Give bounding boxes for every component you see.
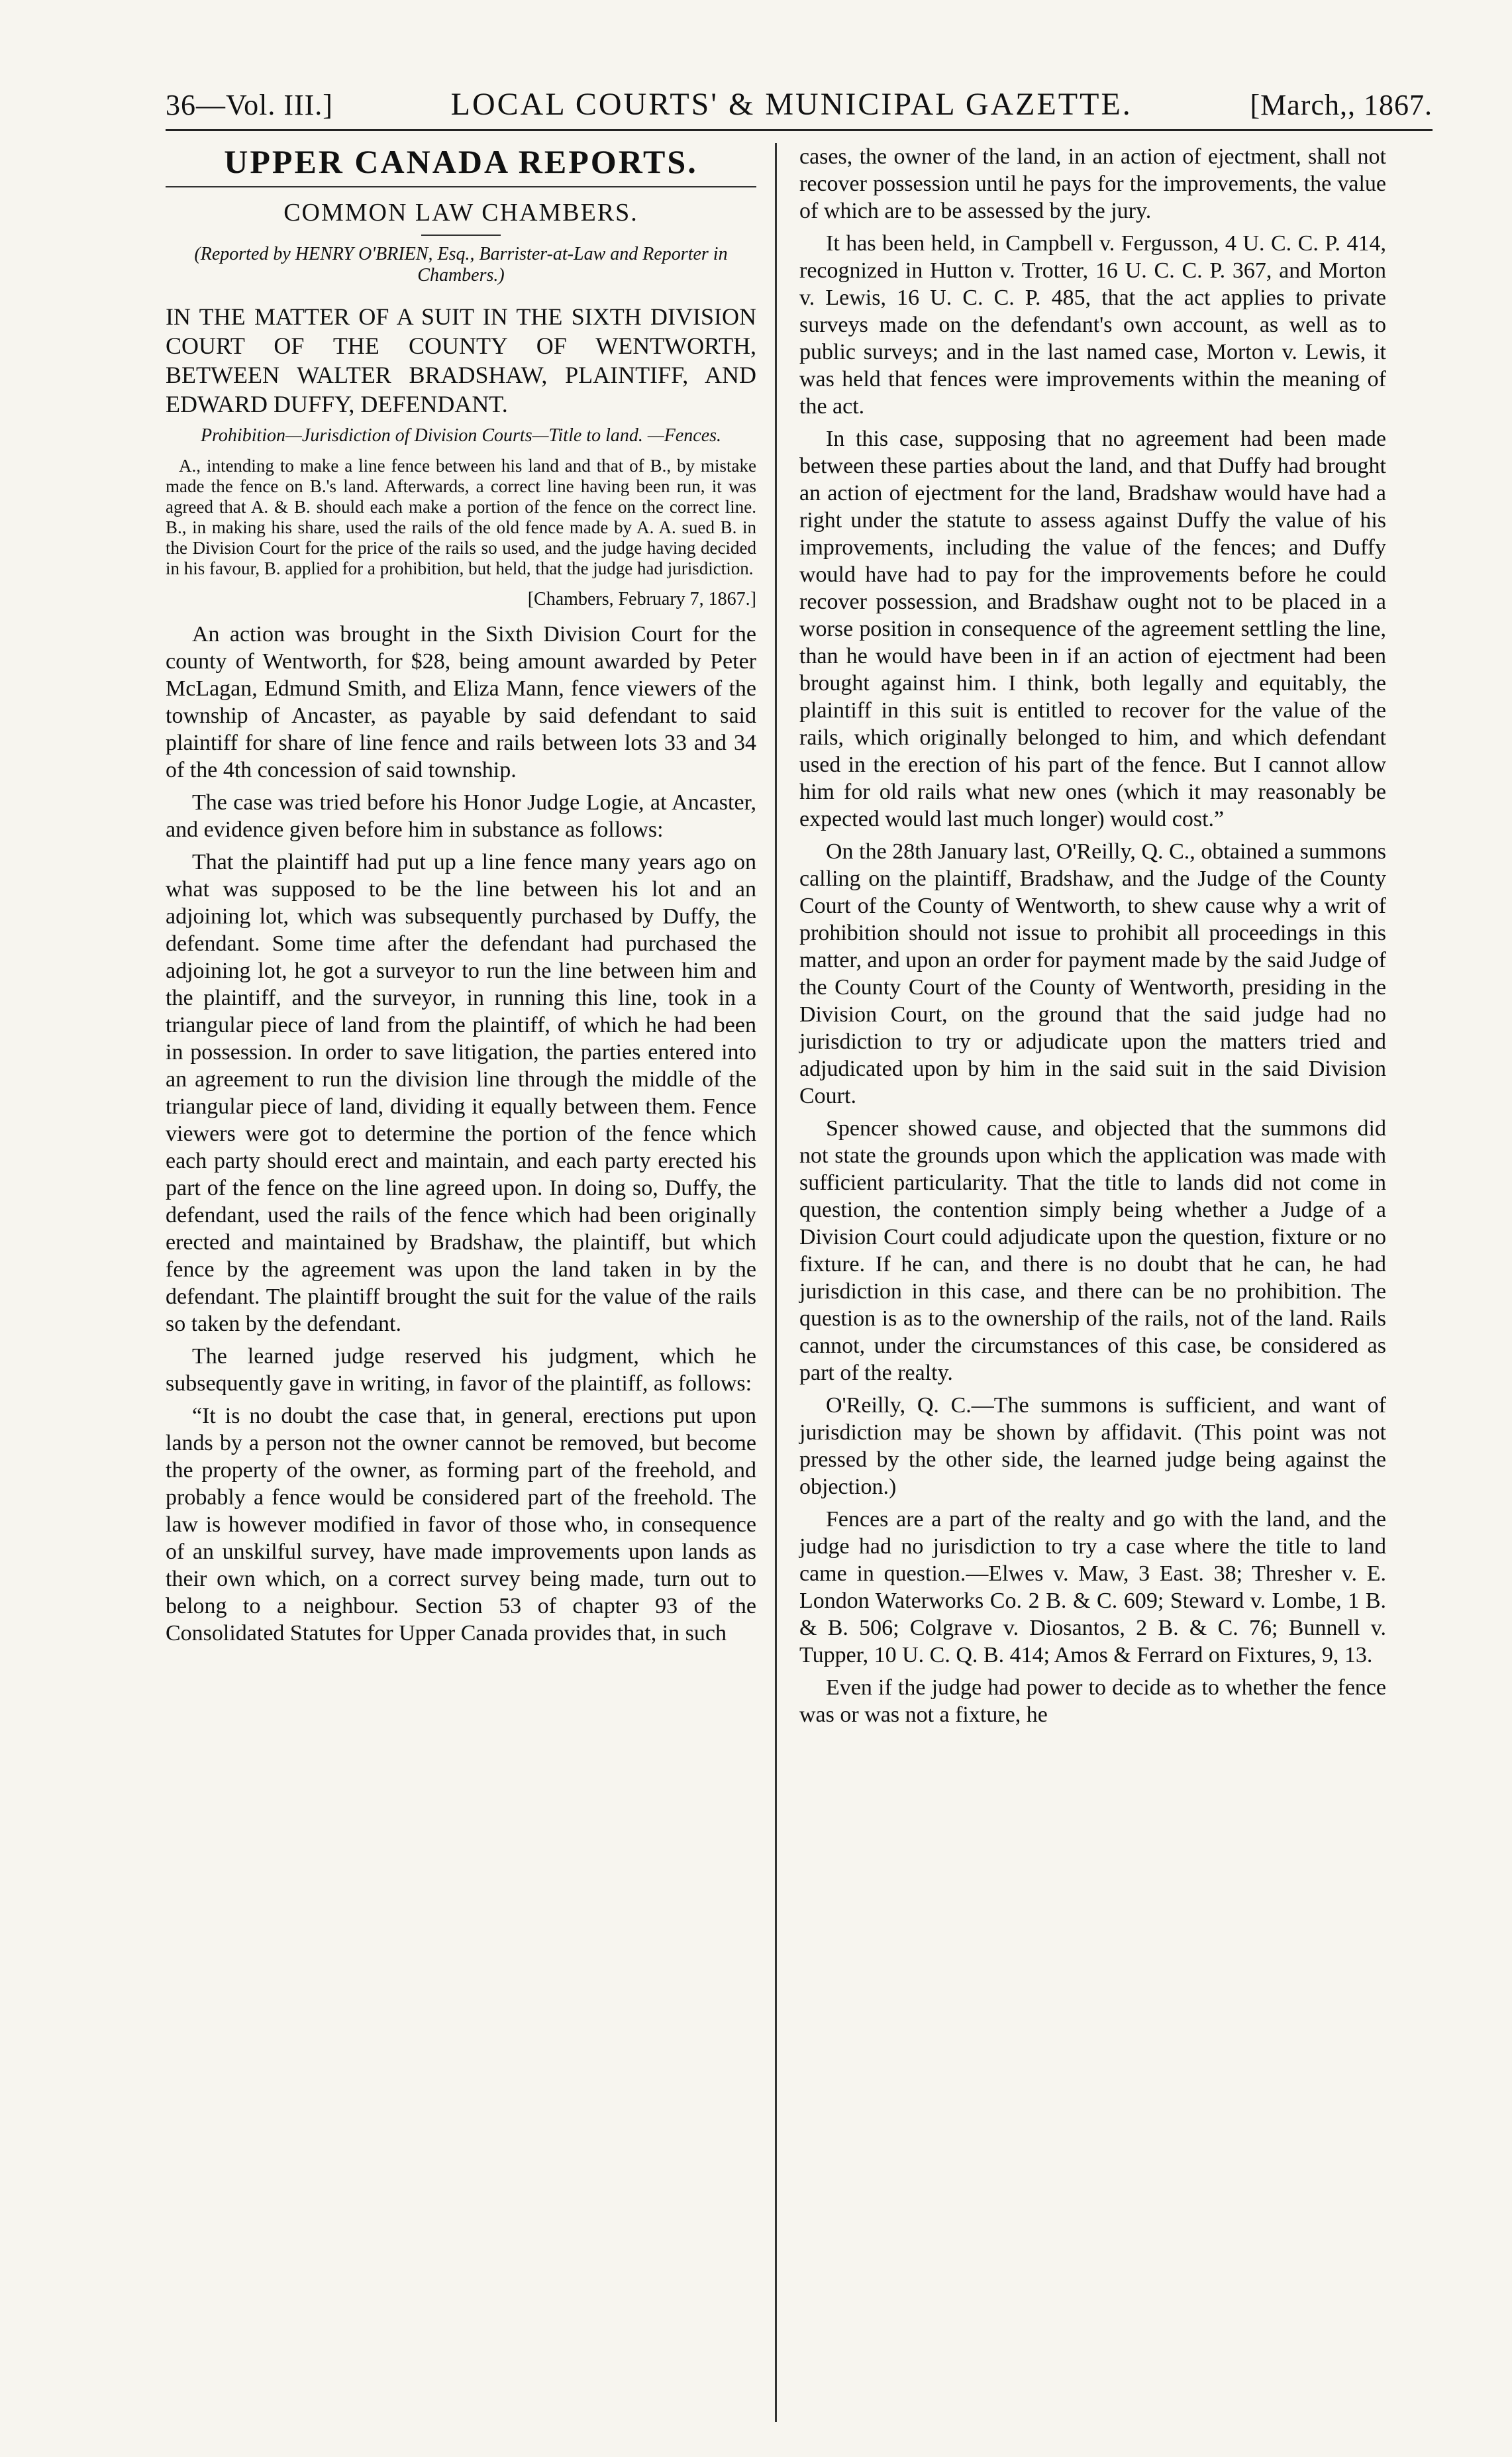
headnote: A., intending to make a line fence between his land and that of B., by mistake made the fence on B.'s land. Afterwards, a correct line having been run, it was agreed that A. & B. should each make a portion of the fence on the correct line. B., in making his share, used the rails of the old fence made by A. A. sued B. in the Division Court for the price of the rails so used, and the judge having decided in his favour, B. applied for a prohibition, but held, that the judge had jurisdiction. bbox=[166, 456, 756, 578]
header-date: [March,, 1867. bbox=[1250, 89, 1433, 121]
paragraph: The case was tried before his Honor Judge Logie, at Ancaster, and evidence given before him in substance as follows: bbox=[166, 790, 756, 842]
subsection-title: COMMON LAW CHAMBERS. bbox=[283, 199, 638, 227]
paragraph: “It is no doubt the case that, in general, erections put upon lands by a person not the owner cannot be removed, but become the property of the owner, as forming part of the freehold, and probably a fence would be considered part of the freehold. The law is however modified in favor of those who, in consequence of an unskilful survey, have made improvements upon lands as their own which, on a correct survey being made, turn out to belong to a neighbour. Section 53 of chapter 93 of the Consolidated Statutes for Upper Canada provides that, in such bbox=[166, 1404, 756, 1646]
paragraph: Even if the judge had power to decide as to whether the fence was or was not a fixture, he bbox=[799, 1675, 1386, 1727]
dateline: [Chambers, February 7, 1867.] bbox=[527, 589, 756, 609]
paragraph: In this case, supposing that no agreement had been made between these parties about the land, and that Duffy had brought an action of ejectment for the land, Bradshaw would have had a right under the statute to assess against Duffy the value of his improvements, including the value of the fences; and Duffy would have had to pay for the improvements before he could recover possession, and Bradshaw ought not to be placed in a worse position in consequence of the agreement settling the line, than he would have been in if an action of ejectment had been brought against him. I think, both legally and equitably, the plaintiff in this suit is entitled to recover for the value of the rails, which originally belonged to him, and which defendant used in the erection of his part of the fence. But I cannot allow him for old rails what new ones (which it may reasonably be expected would last much longer) would cost.” bbox=[799, 427, 1386, 831]
paragraph: An action was brought in the Sixth Division Court for the county of Wentworth, for $28, being amount awarded by Peter McLagan, Edmund Smith, and Eliza Mann, fence viewers of the township of Ancaster, as payable by said defendant to said plaintiff for share of line fence and rails between lots 33 and 34 of the 4th concession of said township. bbox=[166, 622, 756, 782]
paragraph: On the 28th January last, O'Reilly, Q. C., obtained a summons calling on the plaintiff, Bradshaw, and the Judge of the County Court of the County of Wentworth, to shew cause why a writ of prohibition should not issue to prohibit all proceedings in this matter, and upon an order for payment made by the said Judge of the County Court of the County of Wentworth, presiding in the Division Court, on the ground that the said judge had no jurisdiction to try or adjudicate upon the matters tried and adjudicated upon by him in the said suit in the said Division Court. bbox=[799, 839, 1386, 1108]
paragraph: Fences are a part of the realty and go with the land, and the judge had no jurisdiction to try a case where the title to land came in question.—Elwes v. Maw, 3 East. 38; Thresher v. E. London Waterworks Co. 2 B. & C. 609; Steward v. Lombe, 1 B. & B. 506; Colgrave v. Diosantos, 2 B. & C. 76; Bunnell v. Tupper, 10 U. C. Q. B. 414; Amos & Ferrard on Fixtures, 9, 13. bbox=[799, 1507, 1386, 1667]
paragraph: It has been held, in Campbell v. Fergusson, 4 U. C. C. P. 414, recognized in Hutton v. Trotter, 16 U. C. C. P. 367, and Morton v. Lewis, 16 U. C. C. P. 485, that the act applies to private surveys made on the defendant's own account, as well as to public surveys; and in the last named case, Morton v. Lewis, it was held that fences were improvements within the meaning of the act. bbox=[799, 231, 1386, 419]
page-header bbox=[166, 86, 1433, 131]
section-title: UPPER CANADA REPORTS. bbox=[224, 143, 698, 180]
short-rule bbox=[421, 235, 501, 236]
paragraph: cases, the owner of the land, in an action of ejectment, shall not recover possession until he pays for the improvements, the value of which are to be assessed by the jury. bbox=[799, 144, 1386, 223]
header-volume: 36—Vol. III.] bbox=[166, 89, 333, 121]
paragraph: O'Reilly, Q. C.—The summons is sufficient, and want of jurisdiction may be shown by affidavit. (This point was not pressed by the other side, the learned judge being against the objection.) bbox=[799, 1393, 1386, 1499]
reporter-note: (Reported by HENRY O'BRIEN, Esq., Barrister-at-Law and Reporter in Chambers.) bbox=[194, 244, 728, 286]
paragraph: The learned judge reserved his judgment, which he subsequently gave in writing, in favor of the plaintiff, as follows: bbox=[166, 1344, 756, 1396]
header-title: LOCAL COURTS' & MUNICIPAL GAZETTE. bbox=[450, 87, 1133, 122]
left-column bbox=[166, 143, 775, 2422]
paragraph: Spencer showed cause, and objected that the summons did not state the grounds upon which the application was made with sufficient particularity. That the title to lands did not come in question, the contention simply being whether a Judge of a Division Court could adjudicate upon the question, fixture or no fixture. If he can, and there is no doubt that he can, he had jurisdiction in this case, and there can be no prohibition. The question is as to the ownership of the rails, not of the land. Rails cannot, under the circumstances of this case, be considered as part of the realty. bbox=[799, 1116, 1386, 1385]
case-title: IN THE MATTER OF A SUIT IN THE SIXTH DIVISION COURT OF THE COUNTY OF WENTWORTH, BETWEEN WALTER BRADSHAW, PLAINTIFF, AND EDWARD DUFFY, DEFENDANT. bbox=[166, 303, 756, 417]
section-rule bbox=[166, 186, 756, 187]
right-column bbox=[777, 143, 1386, 2422]
text-columns bbox=[166, 143, 1433, 2422]
headnote-topic: Prohibition—Jurisdiction of Division Courts—Title to land. —Fences. bbox=[200, 425, 722, 446]
paragraph: That the plaintiff had put up a line fence many years ago on what was supposed to be the line between his lot and an adjoining lot, which was subsequently purchased by Duffy, the defendant. Some time after the defendant had purchased the adjoining lot, he got a surveyor to run the line between him and the plaintiff, and the surveyor, in running this line, took in a triangular piece of land from the plaintiff, of which he had been in possession. In order to save litigation, the parties entered into an agreement to run the division line through the middle of the triangular piece of land, dividing it equally between them. Fence viewers were got to determine the portion of the fence which each party should erect and maintain, and each party erected his part of the fence on the line agreed upon. In doing so, Duffy, the defendant, used the rails of the fence which had been originally erected and maintained by Bradshaw, the plaintiff, but which fence by the agreement was upon the land taken in by the defendant. The plaintiff brought the suit for the value of the rails so taken by the defendant. bbox=[166, 850, 756, 1336]
